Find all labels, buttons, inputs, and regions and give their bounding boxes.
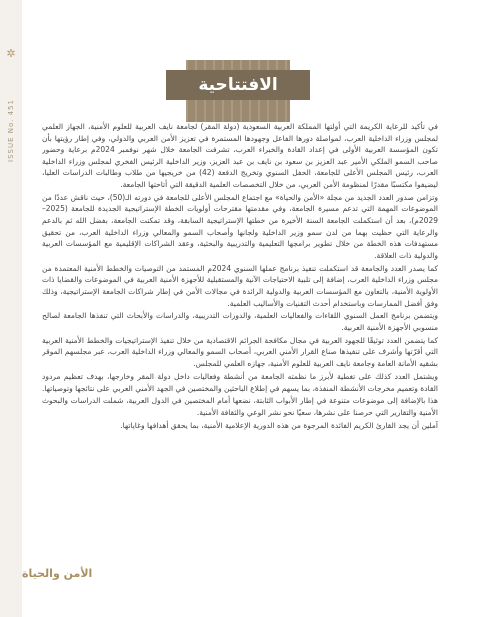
paragraph: كما يتضمن العدد توثيقًا للجهود العربية في مجال مكافحة الجرائم الاقتصادية من خلال تنفيذ الإستراتيجيات والخطط الأمنية العربية التي أقرّتها وأشرف على تنفيذها صناع القرار الأمني العربي، أصحاب السمو والمعالي وزراء الداخلية العرب، عبر مجلسهم الموقر بشقيه الأمانة العامة وجامعة نايف العربية للعلوم الأمنية، جهازه العلمي للمجلس.	[42, 335, 438, 369]
paragraph: وتزامن صدور العدد الجديد من مجلة «الأمن والحياة» مع اجتماع المجلس الأعلى للجامعة في دورته الـ(50)، حيث ناقش عددًا من الموضوعات المهمة التي تدعم مسيرة الجامعة، وفي مقدمتها مقترحات أولويات الخطة الإستراتيجية الجديدة للجامعة (2025–2029م)، بعد أن استكملت الجامعة السنة الأخيرة من خطتها الإستراتيجية السابقة، وقد تمكنت الجامعة، بفضل الله ثم بالدعم والرعاية التي حظيت بهما من لدن سمو وزير الداخلية ولجانها وأصحاب السمو والمعالي وزراء الداخلية العرب، من تحقيق مستهدفات هذه الخطة من خلال تطوير برامجها التعليمية والتدريبية والبحثية، وعقد الشراكات الإقليمية مع المؤسسات العربية والدولية ذات العلاقة.	[42, 192, 438, 260]
page-title: الافتتاحية	[198, 75, 278, 95]
paragraph: آملين أن يجد القارئ الكريم الفائدة المرجوة من هذه الدورية الإعلامية الأمنية، بما يحقق أهدافها وغاياتها.	[120, 420, 438, 430]
issue-number-label: ISSUE No. 451	[7, 99, 15, 162]
paragraph: ويتضمن برنامج العمل السنوي اللقاءات والفعاليات العلمية، والدورات التدريبية، والدراسات والأبحاث التي تنفذها الجامعة لصالح منسوبي الأجهزة الأمنية العربية.	[42, 311, 438, 332]
paragraph: كما يصدر العدد والجامعة قد استكملت تنفيذ برنامج عملها السنوي 2024م المستمد من التوصيات والخطط الأمنية المعتمدة من مجلس وزراء الداخلية العرب، إضافة إلى تلبية الاحتياجات الآنية والمستقبلية للأجهزة الأمنية العربية في الموضوعات والقضايا ذات الأولوية الأمنية، بالتعاون مع المؤسسات العربية والدولية الرائدة في مجالات الأمن في إطار شراكات الجامعة الإستراتيجية، وذلك وفق أفضل الممارسات وباستخدام أحدث التقنيات والأساليب العلمية.	[42, 263, 438, 308]
side-margin-strip	[0, 0, 22, 617]
magazine-footer-title: الأمن والحياة	[22, 567, 93, 580]
decorative-star-icon: ✲	[6, 47, 16, 60]
editorial-body	[42, 121, 438, 555]
title-banner	[166, 70, 310, 100]
paragraph: هذا بالإضافة إلى موضوعات متنوعة في إطار الأبواب الثابتة، نضعها أمام المختصين في الدول العربية، شملت الدراسات والبحوث الأمنية والتقارير التي حرصنا على نشرها، سعيًا نحو نشر الوعي والثقافة الأمنية.	[42, 396, 438, 418]
paragraph: ويشتمل العدد كذلك على تغطية لأبرز ما نظمته الجامعة من أنشطة وفعاليات داخل دولة المقر وخارجها، بهدف تعظيم مردود القادة وتعميم مخرجات الأنشطة المنفذة، بما يسهم في إطلاع الباحثين والمختصين في الجهد الأمني العربي على نتائجها وتوصياتها.	[42, 371, 438, 393]
paragraph: في تأكيد للرعاية الكريمة التي أولتها المملكة العربية السعودية (دولة المقر) لجامعة نايف العربية للعلوم الأمنية، الجهاز العلمي لمجلس وزراء الداخلية العرب، لمواصلة دورها الفاعل وجهودها المستمرة في تعزيز الأمن العربي والدولي، وفي إطار رؤيتها بأن تكون المؤسسة العربية الأولى في إعداد القادة والخبراء العرب، تشرفت الجامعة خلال شهر نوفمبر 2024م برعاية وحضور صاحب السمو الملكي الأمير عبد العزيز بن سعود بن نايف بن عبد العزيز، وزير الداخلية الرئيس الفخري لمجلس وزراء الداخلية العرب، رئيس المجلس الأعلى للجامعة، الحفل السنوي وتخريج الدفعة (42) من خريجيها من طلاب وطالبات الدراسات العليا، ليضيفوا مكتسبًا مقدرًا لمنظومة الأمن العربي، من خلال التخصصات العلمية الدقيقة التي أتاحتها الجامعة.	[42, 122, 438, 189]
